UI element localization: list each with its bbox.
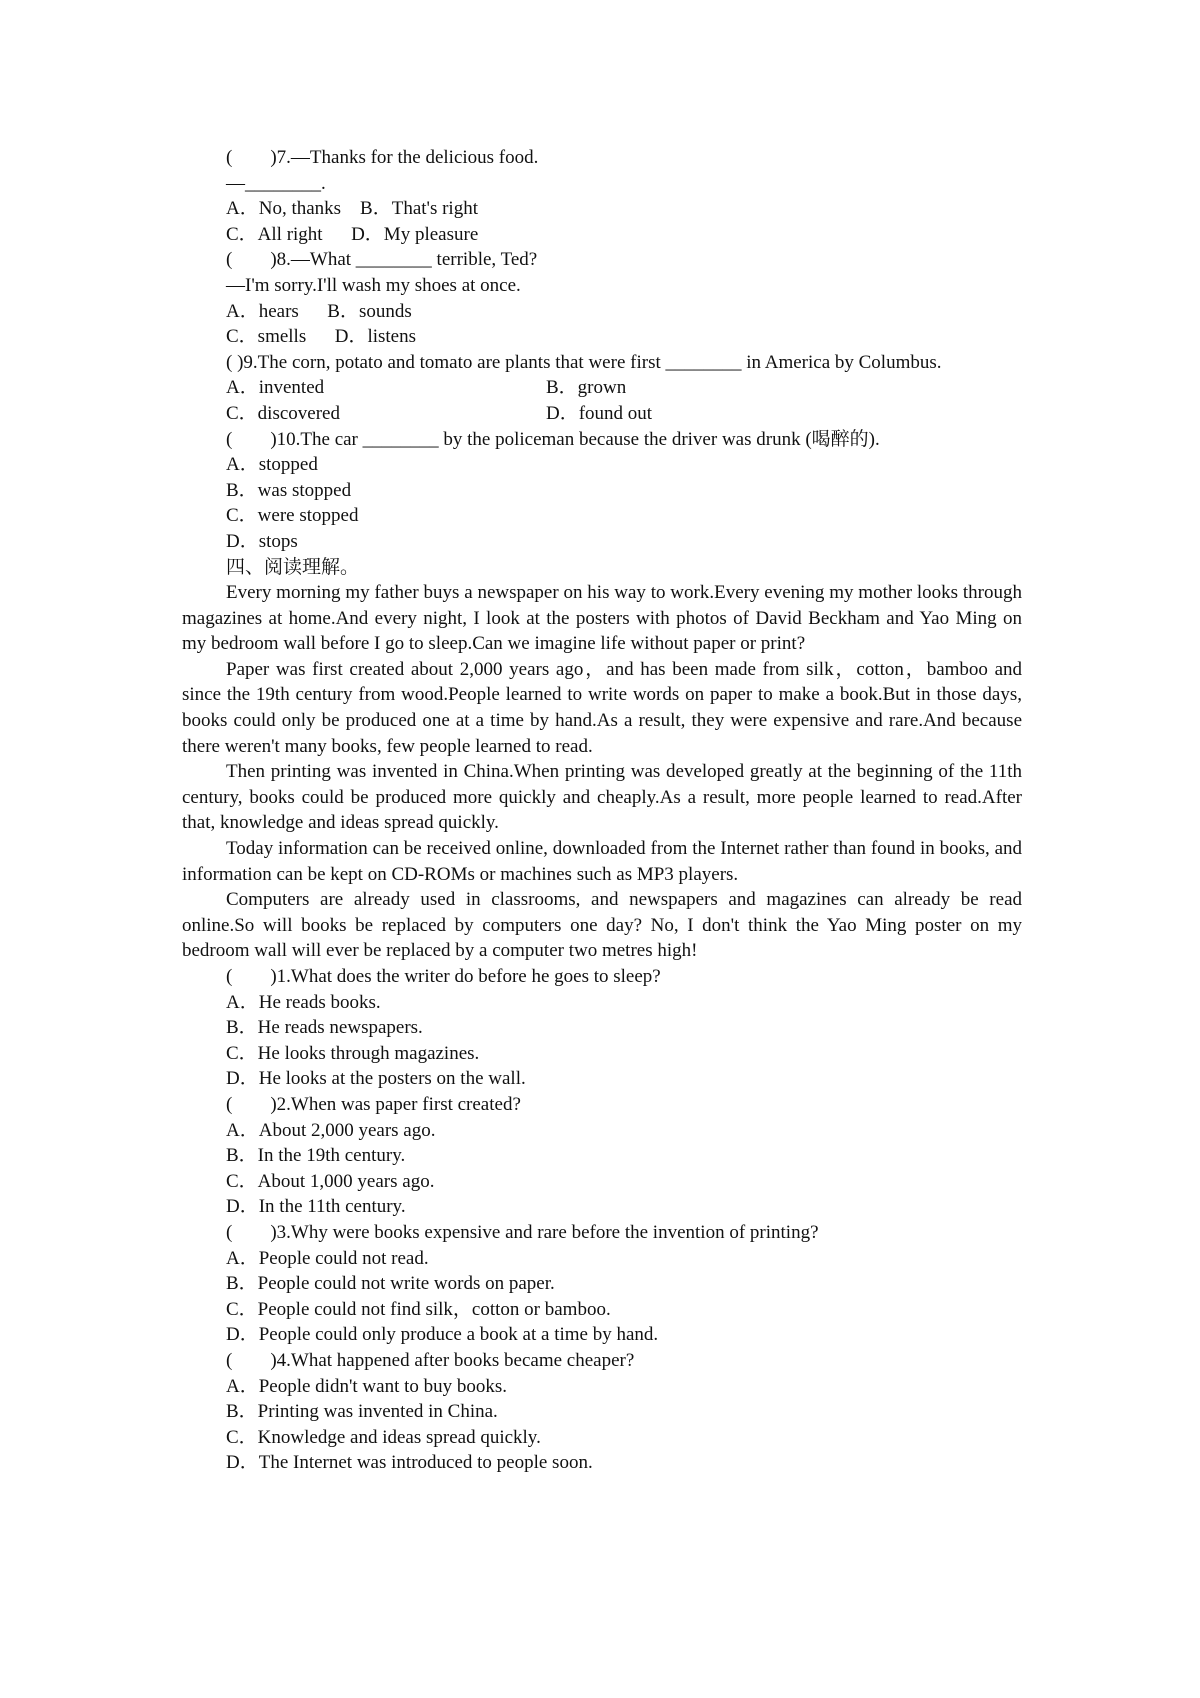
reading-question-1-option-b: B．He reads newspapers. xyxy=(226,1017,423,1039)
reading-question-2-option-a: A．About 2,000 years ago. xyxy=(226,1119,436,1141)
question-8-options-cd: C．smells D．listens xyxy=(226,326,417,348)
question-8-stem: ( )8.—What ________ terrible, Ted? xyxy=(226,249,538,271)
reading-question-3-option-b: B．People could not write words on paper. xyxy=(226,1273,555,1295)
question-9-options-cd xyxy=(182,401,1022,427)
reading-question-1-stem: ( )1.What does the writer do before he goes to sleep? xyxy=(226,966,661,987)
question-10-option-c: C．were stopped xyxy=(226,505,359,527)
reading-question-2-stem: ( )2.When was paper first created? xyxy=(226,1093,521,1115)
question-8-reply: —I'm sorry.I'll wash my shoes at once. xyxy=(226,274,521,296)
question-7-stem: ( )7.—Thanks for the delicious food. xyxy=(226,147,539,168)
question-8-options-ab: A．hears B．sounds xyxy=(226,300,412,322)
reading-question-2-option-c: C．About 1,000 years ago. xyxy=(226,1170,435,1192)
reading-question-4-option-a: A．People didn't want to buy books. xyxy=(226,1375,508,1397)
reading-question-1-option-a: A．He reads books. xyxy=(226,991,381,1013)
question-9-option-b: B．grown xyxy=(546,377,627,399)
reading-question-3-option-a: A．People could not read. xyxy=(226,1247,429,1269)
question-7-options-cd: C．All right D．My pleasure xyxy=(226,223,479,245)
passage-paragraph-1: Every morning my father buys a newspaper on his way to work.Every evening my mother looks through magazines at home.And every night, I look at the posters with photos of David Beckham and Yao Ming on my bedroom wall before I go to sleep.Can we imagine life without paper or print? xyxy=(182,582,1022,655)
reading-question-1-option-d: D．He looks at the posters on the wall. xyxy=(226,1068,526,1090)
reading-question-3-option-c: C．People could not find silk，cotton or bamboo. xyxy=(226,1298,611,1320)
question-9-option-d: D．found out xyxy=(546,402,653,424)
question-7-options-ab: A．No, thanks B．That's right xyxy=(226,198,478,220)
reading-question-2-option-d: D．In the 11th century. xyxy=(226,1196,406,1218)
reading-question-3-stem: ( )3.Why were books expensive and rare before the invention of printing? xyxy=(226,1221,819,1243)
section-heading: 四、阅读理解。 xyxy=(226,555,360,578)
reading-question-4-option-c: C．Knowledge and ideas spread quickly. xyxy=(226,1426,541,1448)
question-9-stem: ( )9.The corn, potato and tomato are plants that were first ________ in America by Columbus. xyxy=(226,351,942,373)
reading-question-2-option-b: B．In the 19th century. xyxy=(226,1145,406,1167)
question-10-stem-end: ). xyxy=(868,428,880,450)
passage-paragraph-4: Today information can be received online, downloaded from the Internet rather than found in books, and information can be kept on CD-ROMs or machines such as MP3 players. xyxy=(182,838,1022,885)
question-10-option-a: A．stopped xyxy=(226,454,318,476)
passage-paragraph-2: Paper was first created about 2,000 years ago，and has been made from silk，cotton，bamboo and since the 19th century from wood.People learned to write words on paper to make a book.But in those days, books could only be produced one at a time by hand.As a result, they were expensive and rare.And because there weren't many books, few people learned to read. xyxy=(182,658,1022,757)
question-10-stem xyxy=(182,427,1022,453)
question-9-options-ab xyxy=(182,375,1022,401)
reading-question-4-option-b: B．Printing was invented in China. xyxy=(226,1401,498,1423)
question-9-option-c: C．discovered xyxy=(226,402,340,424)
question-9-option-a: A．invented xyxy=(226,377,325,399)
question-10-option-d: D．stops xyxy=(226,530,298,552)
reading-question-3-option-d: D．People could only produce a book at a time by hand. xyxy=(226,1324,659,1346)
document-content xyxy=(182,145,1022,1476)
reading-question-4-option-d: D．The Internet was introduced to people soon. xyxy=(226,1452,593,1474)
question-10-stem-text: ( )10.The car ________ by the policeman because the driver was drunk ( xyxy=(226,428,812,450)
reading-question-4-stem: ( )4.What happened after books became cheaper? xyxy=(226,1349,635,1371)
passage-paragraph-5: Computers are already used in classrooms, and newspapers and magazines can already be read online.So will books be replaced by computers one day? No, I don't think the Yao Ming poster on my bedroom wall will ever be replaced by a computer two metres high! xyxy=(182,889,1022,962)
question-7-reply: —________. xyxy=(226,172,326,194)
question-10-option-b: B．was stopped xyxy=(226,479,352,501)
reading-question-1-option-c: C．He looks through magazines. xyxy=(226,1042,480,1064)
passage-paragraph-3: Then printing was invented in China.When printing was developed greatly at the beginning of the 11th century, books could be produced more quickly and cheaply.As a result, more people learned to read.After that, knowledge and ideas spread quickly. xyxy=(182,761,1022,834)
question-10-gloss: 喝醉的 xyxy=(811,427,869,450)
